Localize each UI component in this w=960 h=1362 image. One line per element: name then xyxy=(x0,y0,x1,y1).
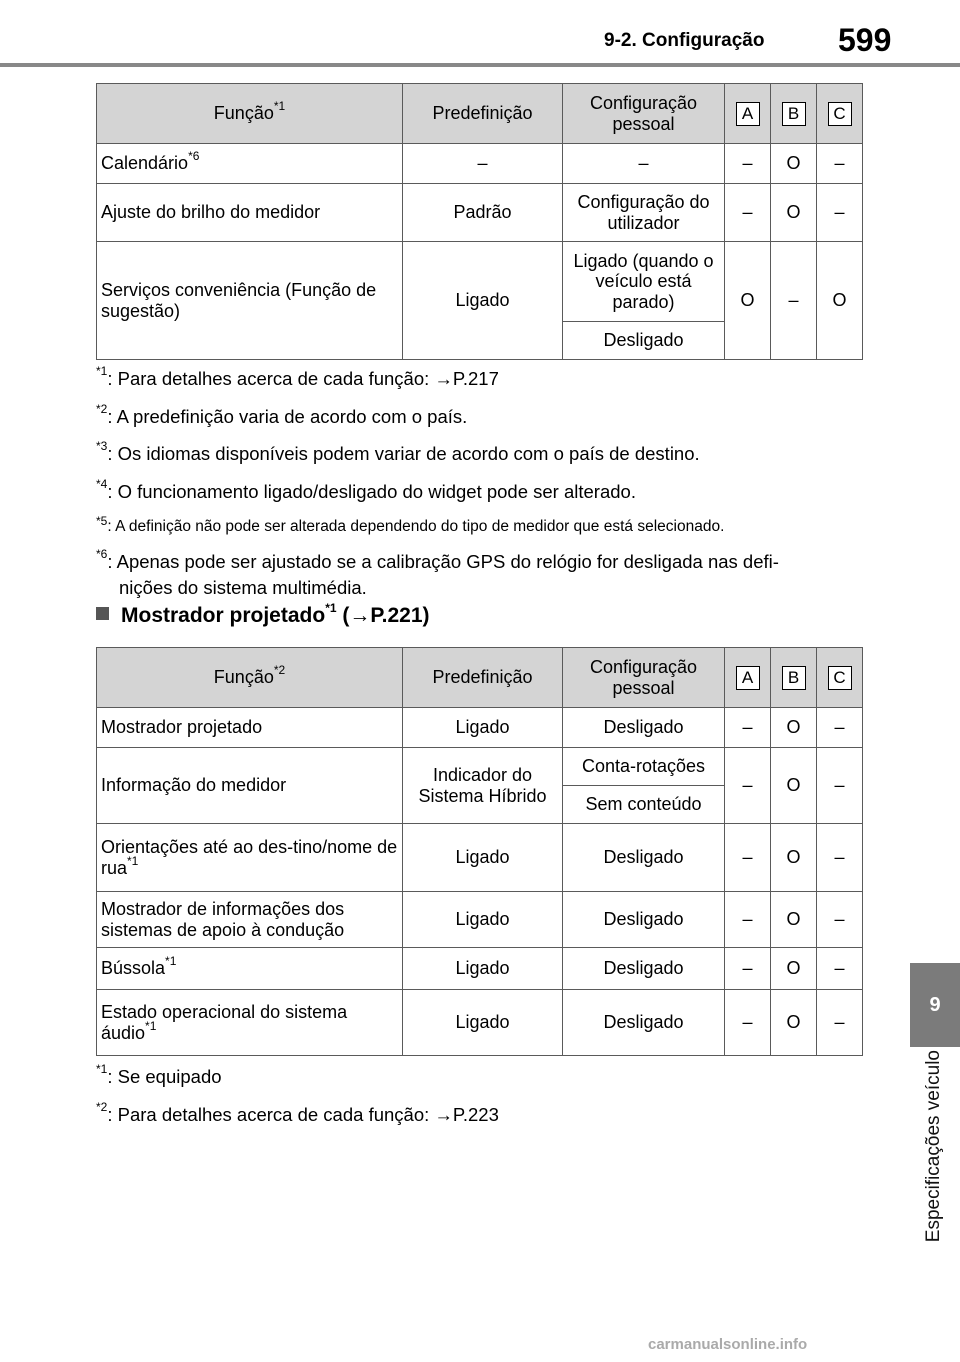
settings-table-1 xyxy=(96,83,863,360)
header-preset: Predefinição xyxy=(403,84,563,144)
footnote: $^{*6}$: Apenas pode ser ajustado se a calibração GPS do relógio for desligada nas defi- nições do sistema multimédia. xyxy=(96,547,779,598)
table-row: Serviços conveniência (Função de sugestão) Ligado Ligado (quando o veículo está parado) O – O xyxy=(97,242,863,322)
footnote: $^{*2}$: A predefinição varia de acordo com o país. xyxy=(96,401,468,427)
section-header: 9-2. Configuração xyxy=(604,30,765,51)
footnotes-1 xyxy=(96,366,876,612)
table-row: Informação do medidor Indicador do Sistema Híbrido Conta-rotações – O – xyxy=(97,748,863,786)
box-c-icon: C xyxy=(828,666,852,690)
box-a-icon: A xyxy=(736,102,760,126)
footnote: $^{*5}$: A definição não pode ser alterada dependendo do tipo de medidor que está selecionado. xyxy=(96,514,725,536)
table-row: Desligado xyxy=(97,322,863,360)
header-col-a xyxy=(725,84,771,144)
header-function: Função$^{*2}$ xyxy=(97,648,403,708)
table-row: Ajuste do brilho do medidor Padrão Configuração do utilizador – O – xyxy=(97,184,863,242)
header-function: Função$^{*1}$ xyxy=(97,84,403,144)
watermark: carmanualsonline.info xyxy=(648,1336,808,1353)
table-row: Orientações até ao des-tino/nome de rua$^{*1}$ Ligado Desligado – O – xyxy=(97,824,863,892)
header-preset: Predefinição xyxy=(403,648,563,708)
footnote: $^{*1}$: Se equipado xyxy=(96,1062,222,1087)
table-row: Calendário$^{*6}$ – – – O – xyxy=(97,144,863,184)
header-col-c xyxy=(817,84,863,144)
box-b-icon: B xyxy=(782,666,806,690)
header-divider xyxy=(0,63,960,67)
page-number: 599 xyxy=(838,22,892,58)
table-row: Mostrador de informações dos sistemas de apoio à condução Ligado Desligado – O – xyxy=(97,892,863,948)
table-row: Bússola$^{*1}$ Ligado Desligado – O – xyxy=(97,948,863,990)
header-custom: Configuração pessoal xyxy=(563,648,725,708)
footnote: $^{*2}$: Para detalhes acerca de cada função: →P.223 xyxy=(96,1099,499,1125)
box-c-icon: C xyxy=(828,102,852,126)
header-col-b xyxy=(771,84,817,144)
footnote: $^{*4}$: O funcionamento ligado/desligado do widget pode ser alterado. xyxy=(96,476,636,502)
footnotes-2 xyxy=(96,1064,876,1139)
header-custom: Configuração pessoal xyxy=(563,84,725,144)
table-row: Mostrador projetado Ligado Desligado – O – xyxy=(97,708,863,748)
header-col-b xyxy=(771,648,817,708)
header-col-a xyxy=(725,648,771,708)
footnote: $^{*1}$: Para detalhes acerca de cada função: →P.217 xyxy=(96,364,499,389)
settings-table-2 xyxy=(96,647,863,1056)
box-a-icon: A xyxy=(736,666,760,690)
box-b-icon: B xyxy=(782,102,806,126)
section-title: Mostrador projetado$^{*1}$ (→P.221) xyxy=(96,604,430,628)
footnote: $^{*3}$: Os idiomas disponíveis podem variar de acordo com o país de destino. xyxy=(96,439,700,465)
header-col-c xyxy=(817,648,863,708)
chapter-label: Especificações veículo xyxy=(923,1050,944,1243)
table-row: Sem conteúdo xyxy=(97,786,863,824)
table-row: Estado operacional do sistema áudio$^{*1}$ Ligado Desligado – O – xyxy=(97,990,863,1056)
chapter-tab: 9 xyxy=(910,963,960,1047)
square-bullet-icon xyxy=(96,607,109,620)
